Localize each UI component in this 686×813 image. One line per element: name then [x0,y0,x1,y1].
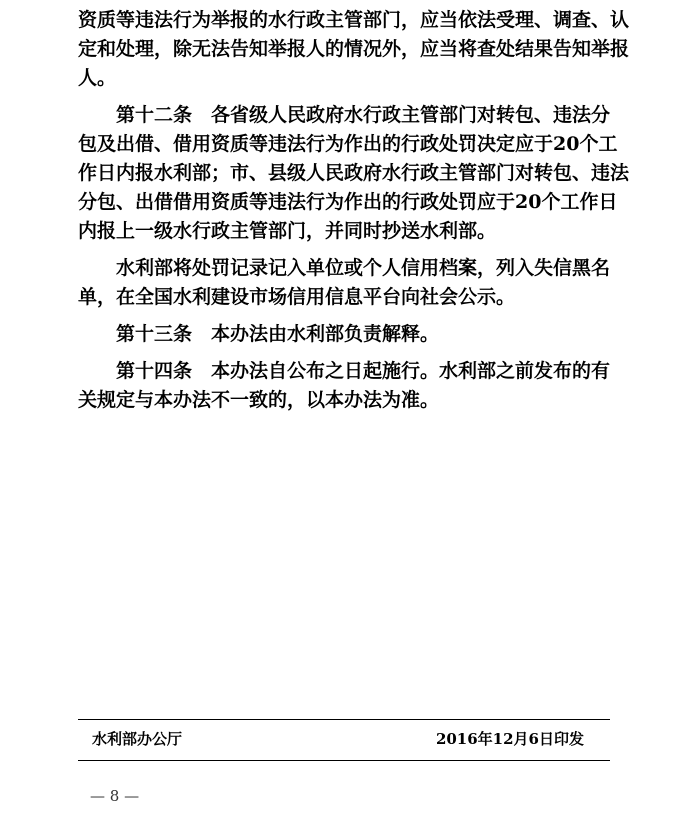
footer-bottom-rule [78,760,610,761]
text-line: 第十二条 各省级人民政府水行政主管部门对转包、违法分 [116,104,611,126]
text-line: 水利部将处罚记录记入单位或个人信用档案，列入失信黑名 [116,257,611,279]
paragraph-continuation [78,6,630,93]
document-body [78,6,630,415]
paragraph-credit-record [78,254,610,312]
text-line: 作日内报水利部；市、县级人民政府水行政主管部门对转包、违法 [78,162,630,184]
text-line: 第十四条 本办法自公布之日起施行。水利部之前发布的有 [116,360,611,382]
text-line: 资质等违法行为举报的水行政主管部门，应当依法受理、调查、认 [78,9,630,31]
text-line: 内报上一级水行政主管部门，并同时抄送水利部。 [78,220,497,242]
text-line: 关规定与本办法不一致的，以本办法为准。 [78,389,440,411]
issue-date: 2016年12月6日印发 [435,730,584,748]
text-line: 分包、出借借用资质等违法行为作出的行政处罚应于20个工作日 [78,191,618,213]
text-line: 第十三条 本办法由水利部负责解释。 [116,323,440,345]
issuer-label: 水利部办公厅 [92,730,183,748]
text-line: 定和处理，除无法告知举报人的情况外，应当将查处结果告知举报 [78,38,630,60]
page-number: — 8 — [90,787,140,805]
paragraph-article-13 [78,320,610,349]
paragraph-article-14 [78,357,610,415]
text-line: 包及出借、借用资质等违法行为作出的行政处罚决定应于20个工 [78,133,618,155]
footer-top-rule [78,719,610,720]
text-line: 人。 [78,67,117,89]
text-line: 单，在全国水利建设市场信用信息平台向社会公示。 [78,286,516,308]
paragraph-article-12 [78,101,630,246]
